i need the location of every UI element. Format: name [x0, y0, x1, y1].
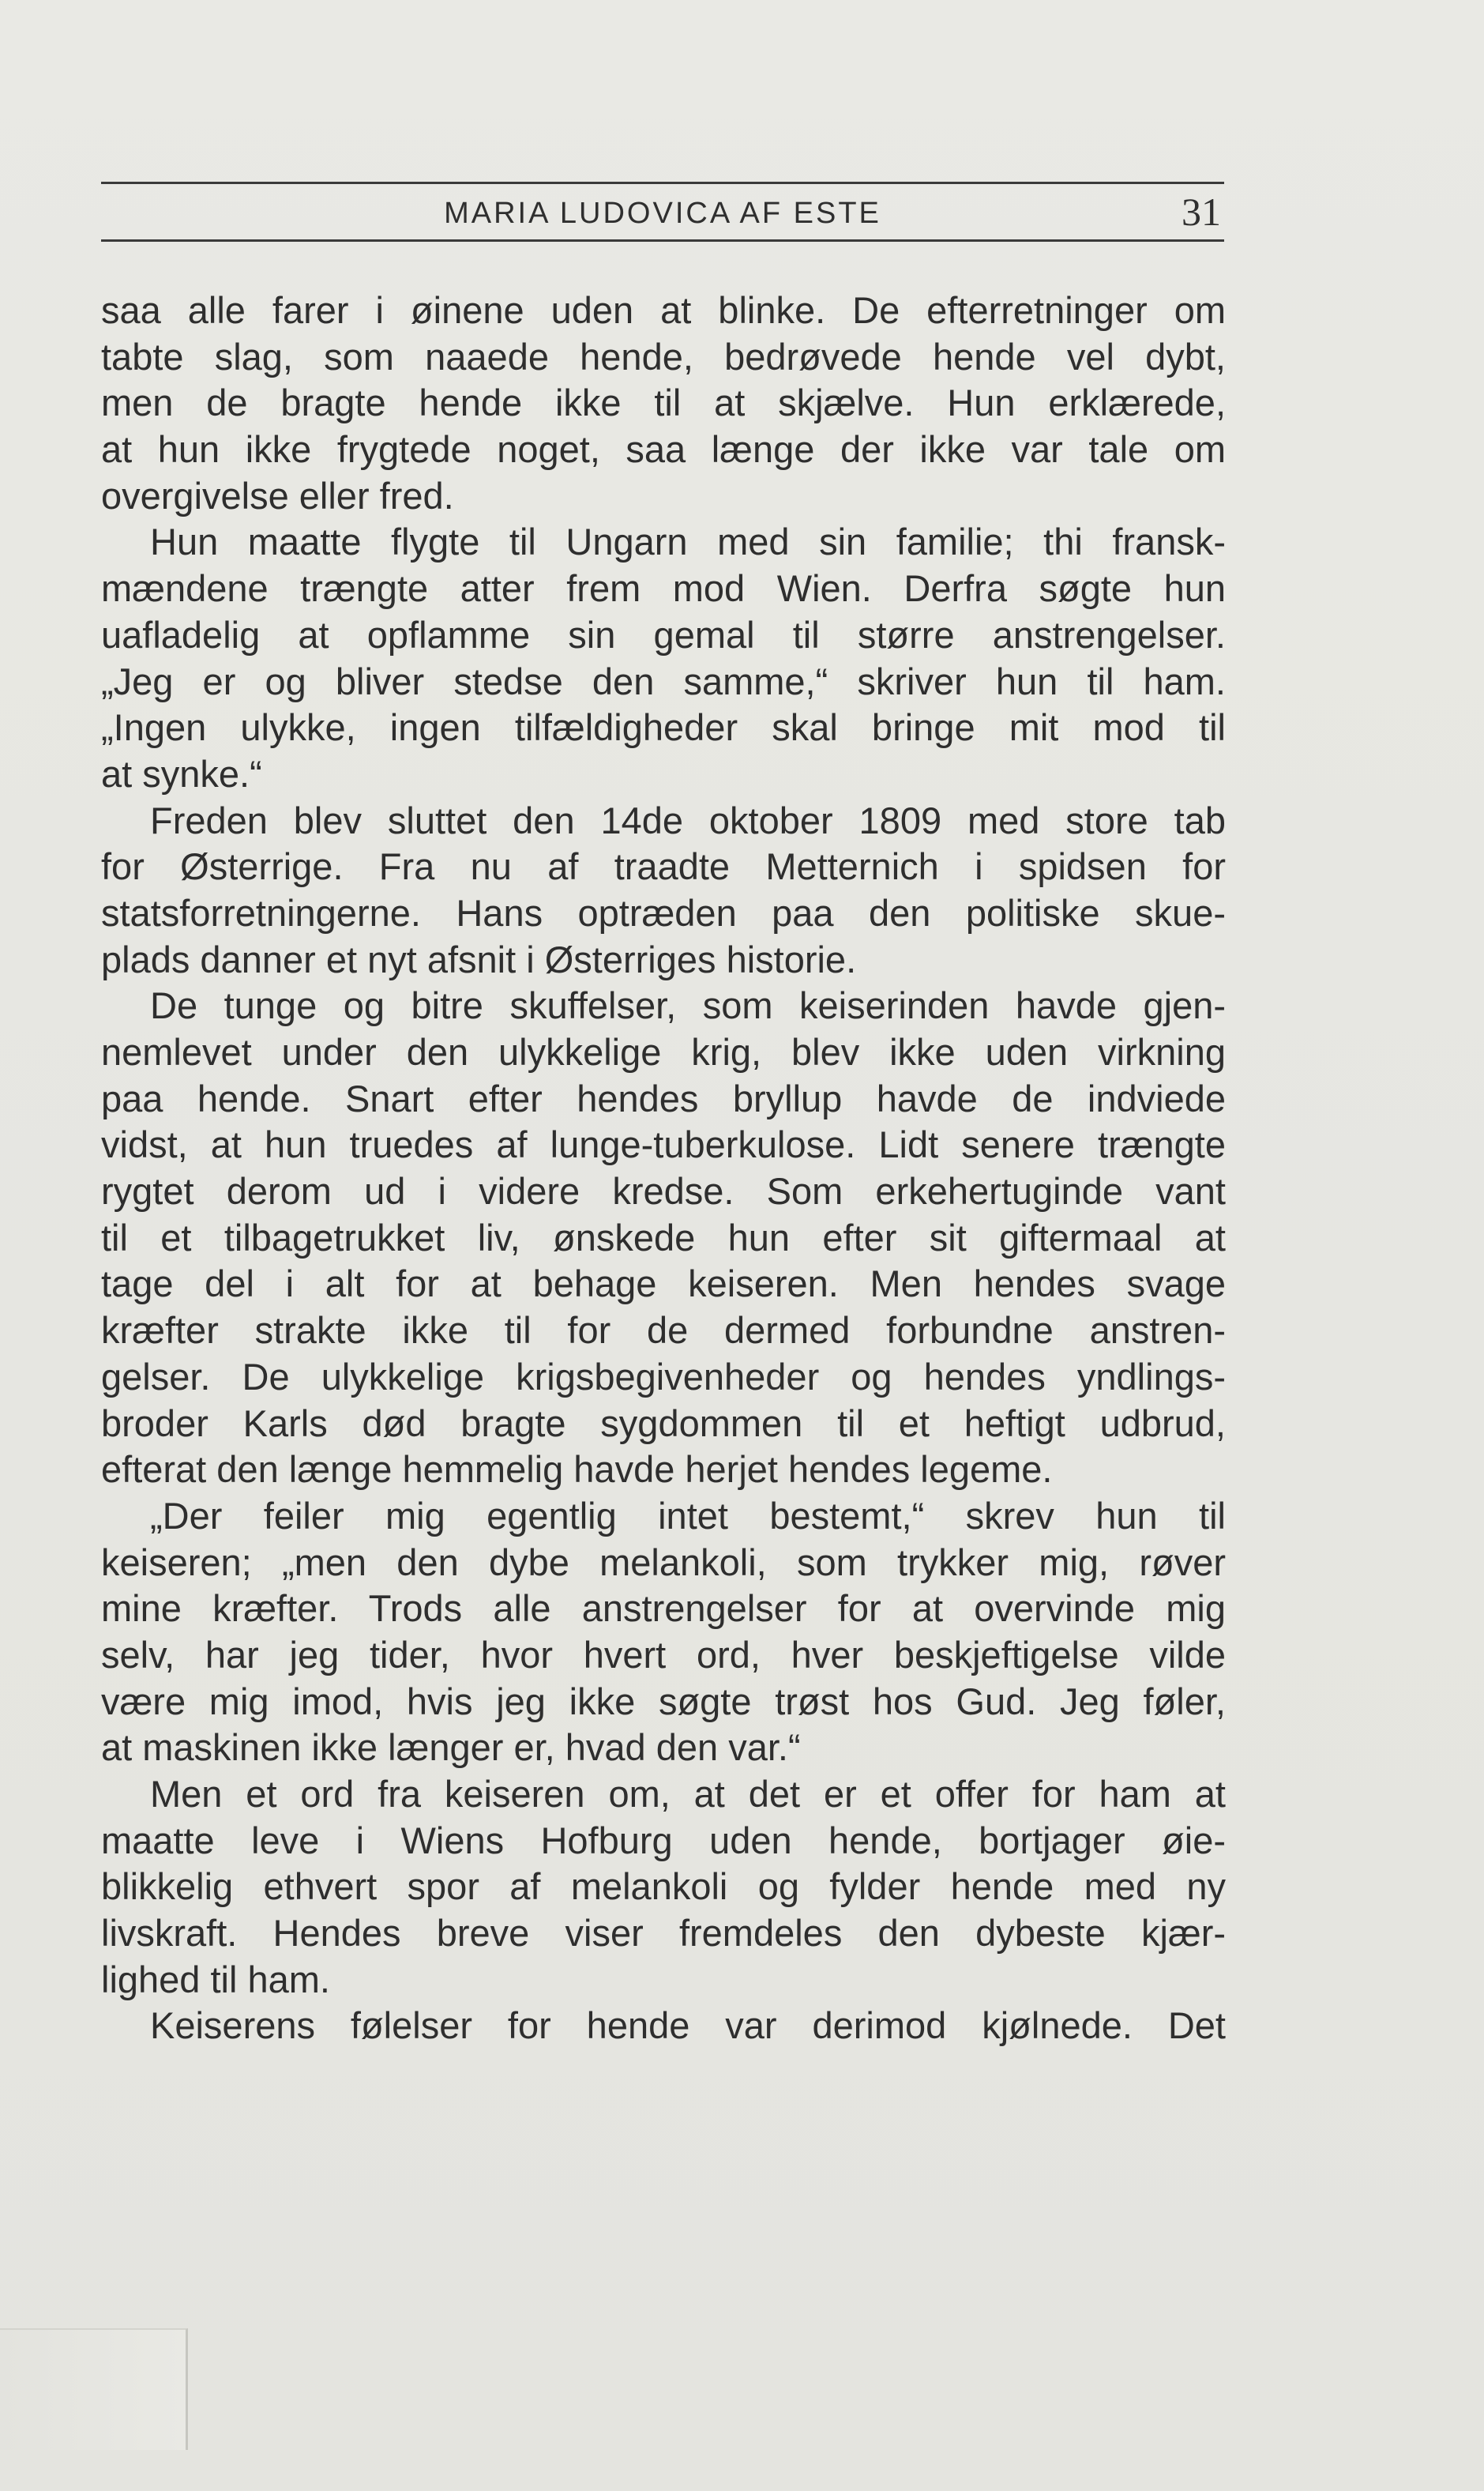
text-line: blikkelig ethvert spor af melankoli og fylder hende med ny [101, 1865, 1226, 1908]
text-line: lighed til ham. [101, 1958, 330, 2000]
library-label-outline [0, 2328, 188, 2450]
text-line: at synke.“ [101, 752, 262, 795]
text-line: statsforretningerne. Hans optræden paa den politiske skue- [101, 891, 1226, 934]
text-line: til et tilbagetrukket liv, ønskede hun efter sit giftermaal at [101, 1216, 1226, 1259]
text-line: at hun ikke frygtede noget, saa længe der ikke var tale om [101, 428, 1226, 471]
text-line: at maskinen ikke længer er, hvad den var.“ [101, 1726, 801, 1769]
text-line: mændene trængte atter frem mod Wien. Derfra søgte hun [101, 567, 1226, 610]
body-text [101, 288, 1226, 2049]
text-line: broder Karls død bragte sygdommen til et heftigt udbrud, [101, 1402, 1226, 1444]
text-line: Keiserens følelser for hende var derimod kjølnede. Det [150, 2004, 1226, 2047]
text-line: plads danner et nyt afsnit i Østerriges historie. [101, 938, 857, 980]
page-header [101, 182, 1224, 242]
text-line: paa hende. Snart efter hendes bryllup havde de indviede [101, 1077, 1226, 1119]
text-line: være mig imod, hvis jeg ikke søgte trøst hos Gud. Jeg føler, [101, 1680, 1226, 1722]
text-line: Freden blev sluttet den 14de oktober 1809 med store tab [150, 799, 1226, 841]
text-line: vidst, at hun truedes af lunge-tuberkulose. Lidt senere trængte [101, 1123, 1226, 1166]
text-line: men de bragte hende ikke til at skjælve. Hun erklærede, [101, 382, 1226, 424]
text-line: „Der feiler mig egentlig intet bestemt,“ skrev hun til [150, 1494, 1226, 1537]
text-line: efterat den længe hemmelig havde herjet hendes legeme. [101, 1448, 1053, 1491]
text-line: livskraft. Hendes breve viser fremdeles den dybeste kjær- [101, 1912, 1226, 1955]
text-line: rygtet derom ud i videre kredse. Som erkehertuginde vant [101, 1170, 1226, 1213]
text-line: kræfter strakte ikke til for de dermed forbundne anstren- [101, 1309, 1226, 1352]
text-line: overgivelse eller fred. [101, 474, 454, 517]
text-line: mine kræfter. Trods alle anstrengelser for at overvinde mig [101, 1587, 1226, 1630]
text-line: nemlevet under den ulykkelige krig, blev ikke uden virkning [101, 1031, 1226, 1073]
text-line: gelser. De ulykkelige krigsbegivenheder og hendes yndlings- [101, 1355, 1226, 1398]
text-line: De tunge og bitre skuffelser, som keiserinden havde gjen- [150, 984, 1226, 1027]
text-line: keiseren; „men den dybe melankoli, som trykker mig, røver [101, 1541, 1226, 1583]
text-line: „Jeg er og bliver stedse den samme,“ skriver hun til ham. [101, 660, 1226, 702]
text-line: maatte leve i Wiens Hofburg uden hende, bortjager øie- [101, 1819, 1226, 1861]
text-line: „Ingen ulykke, ingen tilfældigheder skal bringe mit mod til [101, 706, 1226, 749]
running-title: MARIA LUDOVICA AF ESTE [444, 197, 881, 230]
text-line: tage del i alt for at behage keiseren. Men hendes svage [101, 1262, 1226, 1305]
text-line: saa alle farer i øinene uden at blinke. De efterretninger om [101, 289, 1226, 331]
text-line: for Østerrige. Fra nu af traadte Metternich i spidsen for [101, 845, 1226, 888]
page-number: 31 [1182, 190, 1221, 234]
text-line: uafladelig at opflamme sin gemal til større anstrengelser. [101, 613, 1226, 656]
text-line: Hun maatte flygte til Ungarn med sin familie; thi fransk- [150, 521, 1226, 563]
text-line: Men et ord fra keiseren om, at det er et offer for ham at [150, 1773, 1226, 1815]
text-line: selv, har jeg tider, hvor hvert ord, hver beskjeftigelse vilde [101, 1633, 1226, 1676]
text-line: tabte slag, som naaede hende, bedrøvede hende vel dybt, [101, 335, 1226, 378]
